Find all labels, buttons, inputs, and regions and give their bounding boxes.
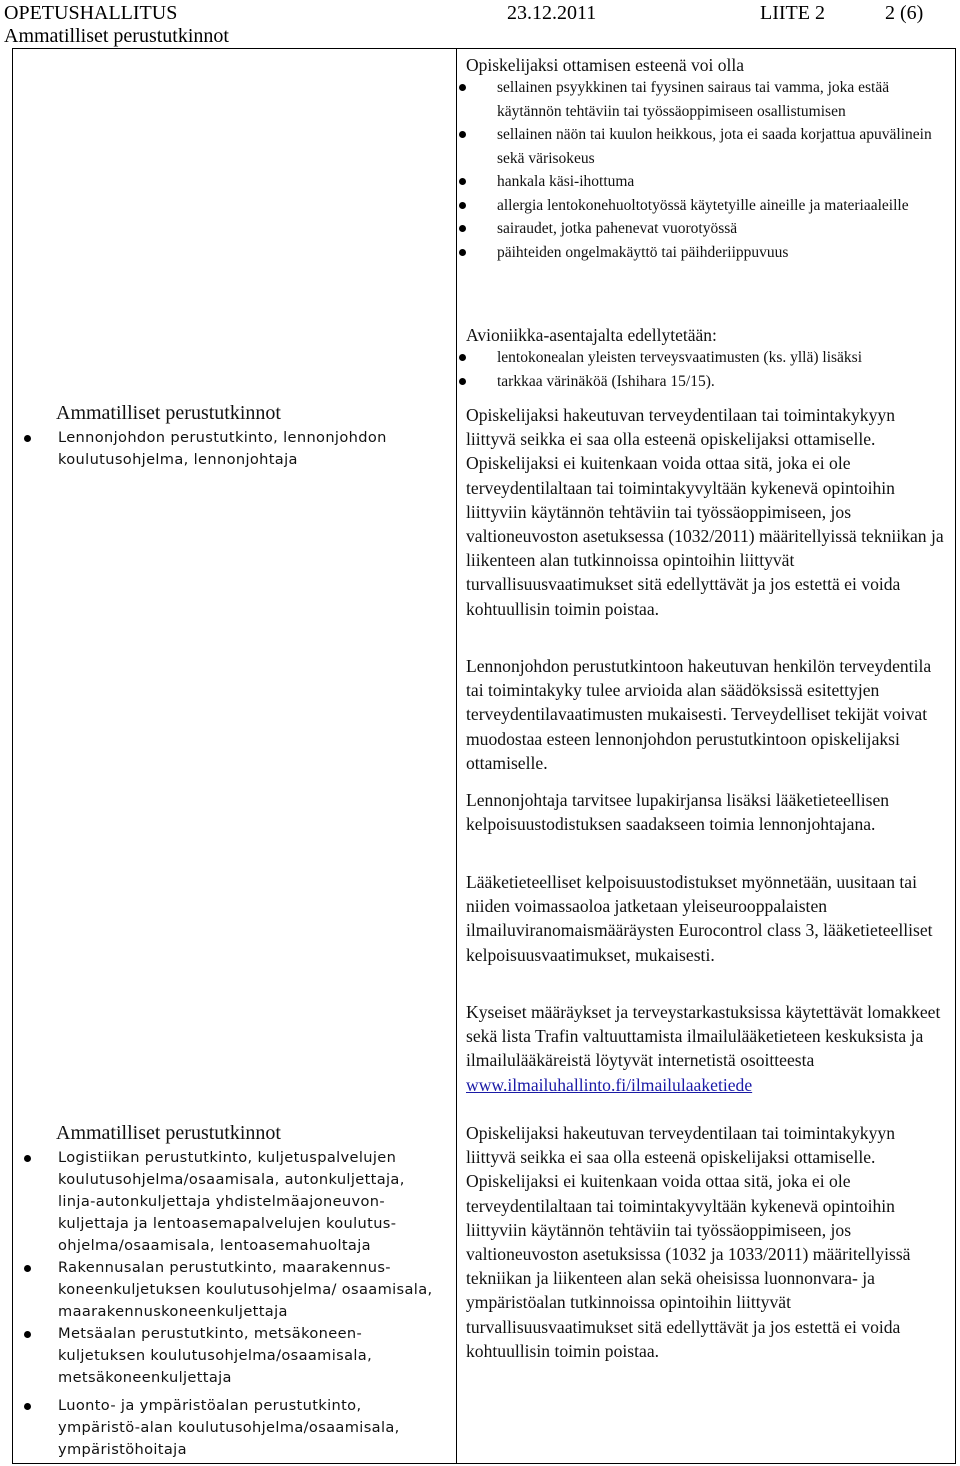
health-paragraph-2 xyxy=(466,654,946,775)
list-item-text: sellainen näön tai kuulon heikkous, jota ei saada korjattua apuvälinein sekä värisokeus xyxy=(497,126,932,167)
list-item xyxy=(466,241,936,265)
list-item xyxy=(24,427,444,471)
avionics-list xyxy=(466,346,936,393)
avionics-heading: Avioniikka-asentajalta edellytetään: xyxy=(466,325,717,345)
section-heading: Ammatilliset perustutkinnot xyxy=(56,1122,281,1144)
list-item xyxy=(24,1323,444,1389)
list-item-text: Logistiikan perustutkinto, kuljetuspalvelujen koulutusohjelma/osaamisala, autonkuljettaja, linja-autonkuljettaja yhdistelmäajoneuvon-kuljettaja ja lentoasemapalvelujen koulutus-ohjelma/osaamisala, lentoasemahuoltaja xyxy=(58,1149,405,1254)
paragraph-text: Lennonjohtaja tarvitsee lupakirjansa lisäksi lääketieteellisen kelpoisuustodistuksen saadakseen toimia lennonjohtajana. xyxy=(466,790,890,835)
degree-list xyxy=(24,1147,444,1461)
page-header xyxy=(0,0,960,50)
avionics-requirements xyxy=(466,324,936,393)
list-item xyxy=(24,1257,444,1323)
list-item xyxy=(466,76,936,123)
bullet-icon xyxy=(24,1331,31,1338)
list-item xyxy=(24,1395,444,1461)
paragraph-text: Lennonjohdon perustutkintoon hakeutuvan henkilön terveydentila tai toimintakyky tulee arvioida alan säädöksissä esitettyjen terveydentilavaatimusten mukaisesti. Terveydelliset tekijät voivat muodostaa esteen lennonjohdon perustutkintoon opiskelijaksi ottamiselle. xyxy=(466,656,932,773)
paragraph-text: Opiskelijaksi hakeutuvan terveydentilaan tai toimintakykyyn liittyvä seikka ei saa olla esteenä opiskelijaksi ottamiselle. Opiskelijaksi ei kuitenkaan voida ottaa sitä, joka ei ole terveydentilaltaan tai toimintakyvyltään kykenevä opintoihin liittyviin käytännön tehtäviin tai työssäoppimiseen, jos valtioneuvoston asetuksissa (1032 ja 1033/2011) määritellyissä tekniikan ja liikenteen alan sekä oheisissa luonnonvara- ja ympäristöalan tutkinnoissa opintoihin liittyvät turvallisuusvaatimukset sitä edellyttävät ja jos estettä ei voida kohtuullisin toimin poistaa. xyxy=(466,1123,911,1361)
bullet-icon xyxy=(459,202,466,209)
paragraph-body: Kyseiset määräykset ja terveystarkastuksissa käytettävät lomakkeet sekä lista Trafin valtuuttamista ilmailulääketieteen keskuksista ja ilmailulääkäreistä löytyvät internetistä osoitteesta xyxy=(466,1002,941,1071)
bullet-icon xyxy=(459,354,466,361)
list-item-text: Luonto- ja ympäristöalan perustutkinto, ympäristö-alan koulutusohjelma/osaamisala, ympäristöhoitaja xyxy=(58,1397,400,1458)
bullet-icon xyxy=(459,131,466,138)
list-item-text: sellainen psyykkinen tai fyysinen sairaus tai vamma, joka estää käytännön tehtäviin tai työssäoppimiseen osallistumisen xyxy=(497,79,890,120)
list-item-text: Rakennusalan perustutkinto, maarakennus-koneenkuljetuksen koulutusohjelma/ osaamisala, maarakennuskoneenkuljettaja xyxy=(58,1259,433,1320)
left-section-2 xyxy=(24,1121,444,1461)
page-number: 2 (6) xyxy=(885,2,924,24)
obstacles-heading: Opiskelijaksi ottamisen esteenä voi olla xyxy=(466,55,744,75)
bullet-icon xyxy=(459,378,466,385)
list-item xyxy=(24,1147,444,1257)
bullet-icon xyxy=(459,178,466,185)
obstacles-list xyxy=(466,76,936,264)
list-item xyxy=(466,194,936,218)
health-paragraph-6 xyxy=(466,1121,946,1363)
bullet-icon xyxy=(24,1155,31,1162)
list-item-text: Metsäalan perustutkinto, metsäkoneen-kuljetuksen koulutusohjelma/osaamisala, metsäkoneenkuljettaja xyxy=(58,1325,373,1386)
bullet-icon xyxy=(24,435,31,442)
degree-list xyxy=(24,427,444,471)
document-subtitle: Ammatilliset perustutkinnot xyxy=(4,25,229,47)
list-item xyxy=(466,170,936,194)
section-heading: Ammatilliset perustutkinnot xyxy=(56,402,281,424)
org-name: OPETUSHALLITUS xyxy=(4,2,178,24)
list-item-text: Lennonjohdon perustutkinto, lennonjohdon koulutusohjelma, lennonjohtaja xyxy=(58,429,387,468)
list-item-text: tarkkaa värinäköä (Ishihara 15/15). xyxy=(497,372,715,390)
list-item-text: sairaudet, jotka pahenevat vuorotyössä xyxy=(497,220,738,237)
list-item xyxy=(466,346,936,370)
bullet-icon xyxy=(459,84,466,91)
health-paragraph-3 xyxy=(466,788,946,836)
list-item-text: hankala käsi-ihottuma xyxy=(497,173,635,190)
column-divider xyxy=(456,49,457,1463)
list-item xyxy=(466,370,936,394)
paragraph-text: Opiskelijaksi hakeutuvan terveydentilaan tai toimintakykyyn liittyvä seikka ei saa olla esteenä opiskelijaksi ottamiselle. Opiskelijaksi ei kuitenkaan voida ottaa sitä, joka ei ole terveydentilaltaan tai toimintakyvyltään kykenevä opintoihin liittyviin käytännön tehtäviin tai työssäoppimiseen, jos valtioneuvoston asetuksessa (1032/2011) määritellyissä tekniikan ja liikenteen alan tutkinnoissa opintoihin liittyvät turvallisuusvaatimukset sitä edellyttävät ja jos estettä ei voida kohtuullisin toimin poistaa. xyxy=(466,405,944,619)
list-item-text: lentokonealan yleisten terveysvaatimusten (ks. yllä) lisäksi xyxy=(497,349,863,366)
admission-obstacles xyxy=(466,54,936,264)
list-item-text: allergia lentokonehuoltotyössä käytetyille aineille ja materiaaleille xyxy=(497,196,909,214)
bullet-icon xyxy=(24,1403,31,1410)
bullet-icon xyxy=(459,249,466,256)
list-item xyxy=(466,217,936,241)
bullet-icon xyxy=(24,1265,31,1272)
health-paragraph-4 xyxy=(466,870,946,967)
list-item-text: päihteiden ongelmakäyttö tai päihderiippuvuus xyxy=(497,243,789,261)
health-paragraph-5 xyxy=(466,1000,946,1097)
appendix-label: LIITE 2 xyxy=(760,2,825,24)
health-paragraph-1 xyxy=(466,403,946,621)
list-item xyxy=(466,123,936,170)
document-date: 23.12.2011 xyxy=(507,2,597,24)
aviation-medicine-link[interactable]: www.ilmailuhallinto.fi/ilmailulaaketiede xyxy=(466,1074,753,1095)
left-section-1 xyxy=(24,401,444,471)
paragraph-text: Lääketieteelliset kelpoisuustodistukset myönnetään, uusitaan tai niiden voimassaoloa jatketaan yleiseurooppalaisten ilmailuviranomaismääräysten Eurocontrol class 3, lääketieteelliset kelpoisuusvaatimukset, mukaisesti. xyxy=(466,872,933,965)
bullet-icon xyxy=(459,225,466,232)
paragraph-text xyxy=(466,1000,946,1097)
